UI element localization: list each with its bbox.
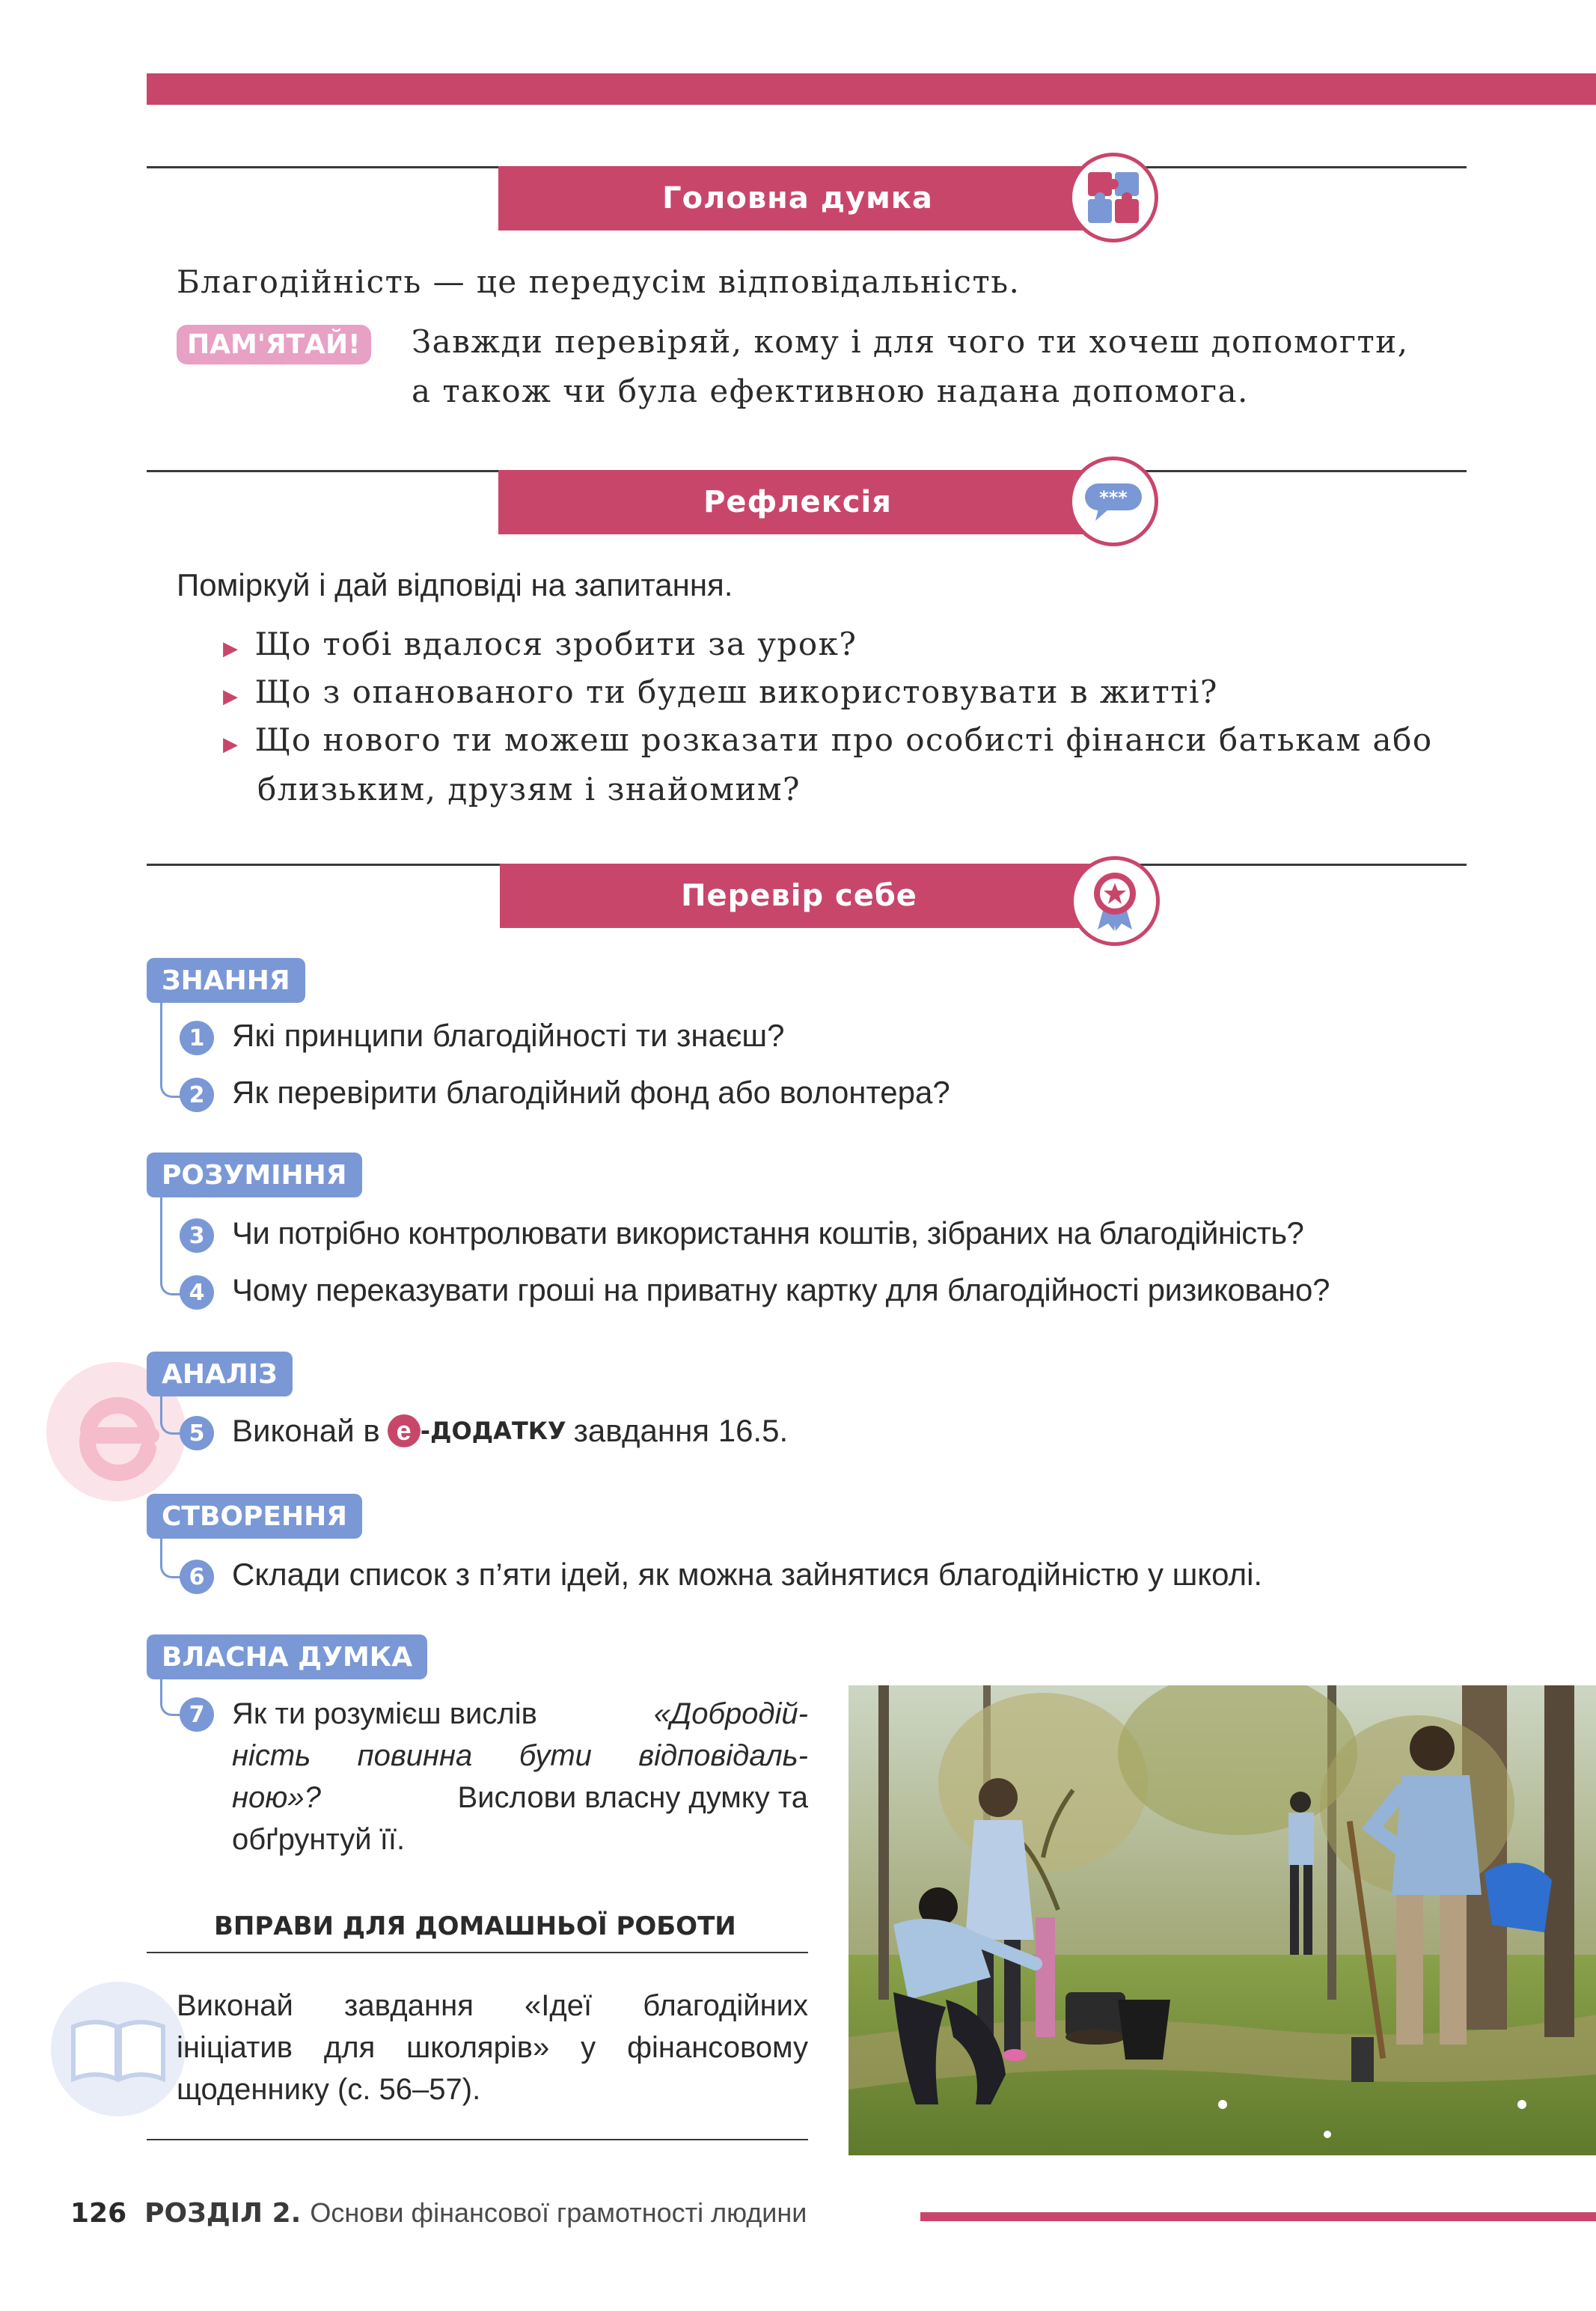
book-icon-watermark — [51, 1982, 186, 2116]
tree-connector — [160, 1197, 185, 1295]
section-label: РОЗДІЛ 2. — [144, 2198, 302, 2229]
question-text: Як ти розумієш вислів «Добродій- ність повинна бути відповідаль- ною»? Вислови власну думку та обґрунтуй її. — [232, 1697, 808, 1856]
homework-text: Виконай завдання «Ідеї благодійних ініціатив для школярів» у фінансовому щоденнику (с. 56–57). — [177, 1989, 808, 2106]
question-text: Які принципи благодійності ти знаєш? — [232, 1018, 785, 1053]
e-app-link[interactable]: -ДОДАТКУ — [420, 1417, 566, 1445]
main-idea-title: Головна думка — [662, 181, 933, 216]
puzzle-icon — [1068, 153, 1158, 242]
section-divider — [147, 1952, 808, 1953]
homework-title: ВПРАВИ ДЛЯ ДОМАШНЬОЇ РОБОТИ — [214, 1911, 736, 1941]
volunteers-planting-trees-photo — [849, 1685, 1596, 2155]
category-tag-creation: СТВОРЕННЯ — [147, 1494, 362, 1539]
speech-bubble-icon — [1068, 457, 1158, 546]
bullet-icon: ▶ — [223, 637, 238, 659]
category-tag-analysis: АНАЛІЗ — [147, 1352, 293, 1396]
question-number: 6 — [180, 1560, 214, 1594]
top-accent-bar — [147, 73, 1596, 105]
bullet-icon: ▶ — [223, 733, 238, 755]
question-number: 7 — [180, 1697, 214, 1732]
page-footer — [70, 2197, 807, 2229]
bullet-icon: ▶ — [223, 685, 238, 707]
main-idea-statement: Благодійність — це передусім відповідальність. — [177, 263, 1021, 300]
reflection-banner — [498, 470, 1097, 534]
category-tag-understanding: РОЗУМІННЯ — [147, 1153, 362, 1197]
e-app-icon[interactable]: е — [388, 1414, 421, 1447]
footer-accent-bar — [920, 2212, 1596, 2221]
list-item: ▶ Що з опанованого ти будеш використовувати в житті? — [223, 674, 1218, 710]
check-banner — [500, 864, 1098, 928]
reflection-title: Рефлексія — [703, 485, 892, 519]
category-tag-knowledge: ЗНАННЯ — [147, 958, 305, 1003]
question-number: 3 — [180, 1218, 214, 1253]
question-text: Чому переказувати гроші на приватну картку для благодійності ризиковано? — [232, 1272, 1330, 1307]
list-item-continuation: близьким, друзям і знайомим? — [257, 771, 801, 808]
list-item: ▶ Що тобі вдалося зробити за урок? — [223, 626, 857, 662]
main-idea-banner — [498, 166, 1097, 231]
list-item: ▶ Що нового ти можеш розказати про особисті фінанси батькам або — [223, 721, 1433, 758]
section-title: Основи фінансової грамотності людини — [310, 2197, 807, 2228]
check-title: Перевір себе — [681, 879, 917, 913]
remember-badge: ПАМ'ЯТАЙ! — [177, 325, 371, 364]
award-ribbon-icon — [1070, 856, 1160, 946]
category-tag-own-opinion: ВЛАСНА ДУМКА — [147, 1634, 427, 1679]
question-text: Чи потрібно контролювати використання коштів, зібраних на благодійність? — [232, 1215, 1304, 1251]
question-text: Як перевірити благодійний фонд або волонтера? — [232, 1075, 950, 1110]
page-number: 126 — [70, 2198, 127, 2229]
remember-line-1: Завжди перевіряй, кому і для чого ти хочеш допомогти, — [412, 323, 1409, 360]
svg-text:***: *** — [1099, 487, 1128, 508]
section-divider — [147, 2139, 808, 2140]
question-number: 5 — [180, 1416, 214, 1450]
question-number: 4 — [180, 1275, 214, 1310]
remember-line-2: а також чи була ефективною надана допомога. — [412, 373, 1249, 409]
question-number: 1 — [180, 1021, 214, 1055]
reflection-intro: Поміркуй і дай відповіді на запитання. — [177, 567, 733, 602]
question-number: 2 — [180, 1078, 214, 1112]
question-text: Виконай в е -ДОДАТКУ завдання 16.5. — [232, 1413, 789, 1448]
tree-connector — [160, 1003, 185, 1098]
question-text: Склади список з п’яти ідей, як можна зайнятися благодійністю у школі. — [232, 1557, 1263, 1592]
